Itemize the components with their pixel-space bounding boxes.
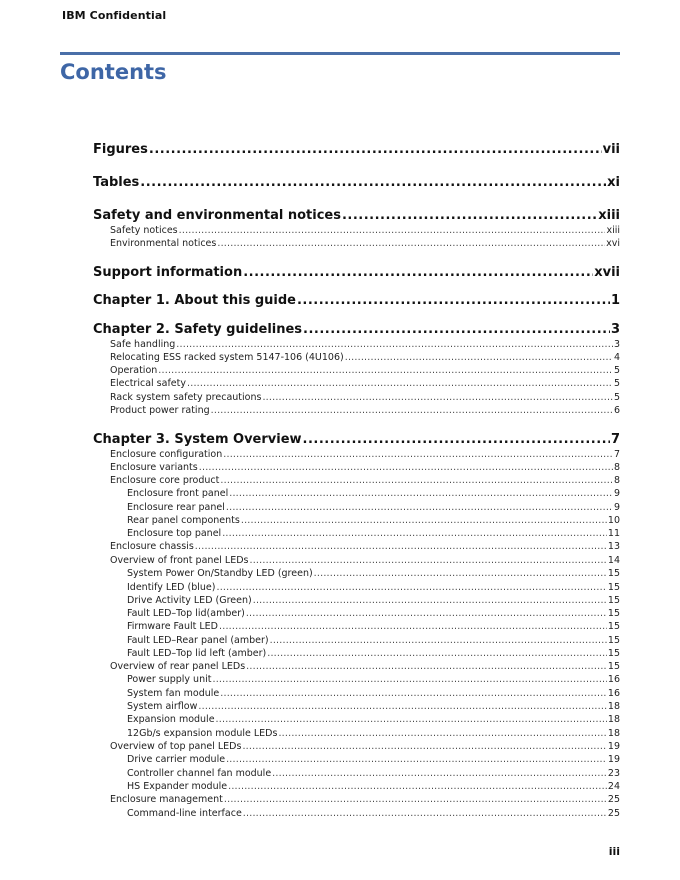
toc-leader-dots: [243, 264, 593, 281]
toc-entry-label: Overview of top panel LEDs: [110, 741, 242, 752]
toc-leader-dots: [158, 364, 613, 377]
toc-entry-page: xvii: [594, 265, 620, 280]
toc-leader-dots: [195, 540, 607, 553]
toc-entry-page: 15: [607, 635, 620, 646]
toc-leader-dots: [278, 727, 606, 740]
toc-entry-label: Chapter 1. About this guide: [93, 293, 296, 308]
toc-entry[interactable]: [93, 321, 620, 338]
toc-leader-dots: [297, 292, 610, 309]
toc-entry-page: 9: [613, 502, 620, 513]
toc-entry[interactable]: [110, 448, 620, 461]
toc-entry[interactable]: [127, 634, 620, 647]
toc-entry[interactable]: [110, 540, 620, 553]
toc-entry-label: Fault LED–Top lid(amber): [127, 608, 245, 619]
toc-leader-dots: [216, 581, 606, 594]
toc-entry[interactable]: [110, 461, 620, 474]
toc-entry[interactable]: [110, 391, 620, 404]
toc-entry-page: 7: [610, 432, 620, 447]
toc-entry[interactable]: [110, 237, 620, 250]
toc-entry-page: vii: [602, 142, 620, 157]
toc-entry-page: 15: [607, 568, 620, 579]
toc-entry-label: Enclosure core product: [110, 475, 220, 486]
toc-entry-page: 8: [613, 462, 620, 473]
toc-entry-label: Enclosure rear panel: [127, 502, 225, 513]
toc-entry-label: Enclosure configuration: [110, 449, 223, 460]
toc-entry[interactable]: [93, 141, 620, 158]
toc-entry-page: 18: [607, 714, 620, 725]
toc-entry-label: Enclosure top panel: [127, 528, 222, 539]
toc-entry[interactable]: [127, 807, 620, 820]
toc-entry-label: Environmental notices: [110, 238, 217, 249]
toc-entry-label: Operation: [110, 365, 158, 376]
toc-leader-dots: [267, 647, 607, 660]
toc-entry-label: Tables: [93, 175, 140, 190]
toc-entry[interactable]: [127, 727, 620, 740]
toc-entry[interactable]: [127, 647, 620, 660]
toc-entry[interactable]: [127, 514, 620, 527]
confidential-header: IBM Confidential: [62, 9, 167, 22]
toc-entry-page: 16: [607, 674, 620, 685]
toc-leader-dots: [253, 594, 607, 607]
toc-leader-dots: [262, 391, 613, 404]
toc-leader-dots: [246, 660, 607, 673]
toc-leader-dots: [303, 431, 610, 448]
toc-entry-page: 15: [607, 661, 620, 672]
toc-entry-label: Drive carrier module: [127, 754, 226, 765]
toc-entry-page: 5: [613, 392, 620, 403]
toc-entry[interactable]: [127, 753, 620, 766]
toc-entry-label: System fan module: [127, 688, 220, 699]
toc-entry-label: Chapter 3. System Overview: [93, 432, 302, 447]
page-title: Contents: [60, 60, 167, 84]
toc-leader-dots: [224, 793, 607, 806]
toc-leader-dots: [241, 514, 607, 527]
toc-entry-page: 15: [607, 582, 620, 593]
toc-entry[interactable]: [127, 780, 620, 793]
toc-leader-dots: [198, 700, 607, 713]
toc-entry-label: Chapter 2. Safety guidelines: [93, 322, 303, 337]
toc-leader-dots: [226, 501, 613, 514]
toc-entry-label: Controller channel fan module: [127, 768, 272, 779]
toc-entry-label: Product power rating: [110, 405, 210, 416]
toc-entry-page: 4: [613, 352, 620, 363]
toc-leader-dots: [270, 634, 607, 647]
toc-entry[interactable]: [127, 607, 620, 620]
toc-entry-page: 18: [607, 728, 620, 739]
toc-entry[interactable]: [93, 292, 620, 309]
toc-leader-dots: [187, 377, 613, 390]
toc-entry[interactable]: [93, 174, 620, 191]
toc-entry[interactable]: [110, 404, 620, 417]
toc-entry-page: 3: [610, 322, 620, 337]
toc-entry-label: Enclosure front panel: [127, 488, 229, 499]
toc-entry[interactable]: [127, 687, 620, 700]
toc-entry-page: 15: [607, 648, 620, 659]
toc-leader-dots: [242, 740, 606, 753]
toc-entry-label: System Power On/Standby LED (green): [127, 568, 313, 579]
toc-leader-dots: [179, 224, 606, 237]
toc-entry[interactable]: [127, 567, 620, 580]
toc-entry-page: 24: [607, 781, 620, 792]
toc-entry-page: 1: [610, 293, 620, 308]
toc-entry-label: System airflow: [127, 701, 198, 712]
toc-leader-dots: [212, 673, 606, 686]
toc-entry-label: Figures: [93, 142, 148, 157]
title-rule: [60, 52, 620, 55]
toc-leader-dots: [140, 174, 606, 191]
toc-entry-page: 15: [607, 608, 620, 619]
toc-entry-page: 16: [607, 688, 620, 699]
toc-entry-label: Safe handling: [110, 339, 176, 350]
toc-leader-dots: [211, 404, 613, 417]
toc-entry-page: 5: [613, 378, 620, 389]
toc-entry-page: 19: [607, 741, 620, 752]
toc-entry-label: Support information: [93, 265, 243, 280]
toc-entry-page: 5: [613, 365, 620, 376]
toc-leader-dots: [220, 687, 607, 700]
toc-entry[interactable]: [110, 554, 620, 567]
toc-entry[interactable]: [93, 264, 620, 281]
toc-entry-label: Rear panel components: [127, 515, 240, 526]
toc-entry-label: Drive Activity LED (Green): [127, 595, 252, 606]
toc-entry[interactable]: [93, 207, 620, 224]
toc-leader-dots: [219, 620, 607, 633]
toc-entry-label: Relocating ESS racked system 5147-106 (4U106): [110, 352, 344, 363]
toc-entry-page: xiii: [598, 208, 620, 223]
toc-entry-page: 14: [607, 555, 620, 566]
toc-entry-page: xvi: [606, 238, 620, 249]
toc-entry[interactable]: [127, 581, 620, 594]
page-number: iii: [608, 845, 620, 858]
toc-entry-label: Rack system safety precautions: [110, 392, 262, 403]
toc-leader-dots: [243, 807, 607, 820]
toc-entry-page: 8: [613, 475, 620, 486]
toc-leader-dots: [229, 487, 613, 500]
toc-leader-dots: [217, 237, 605, 250]
toc-entry[interactable]: [127, 767, 620, 780]
toc-leader-dots: [216, 713, 607, 726]
toc-entry[interactable]: [110, 740, 620, 753]
toc-leader-dots: [149, 141, 602, 158]
toc-entry-label: Enclosure management: [110, 794, 223, 805]
toc-leader-dots: [222, 527, 607, 540]
toc-entry-page: 6: [613, 405, 620, 416]
toc-leader-dots: [272, 767, 607, 780]
toc-entry[interactable]: [110, 338, 620, 351]
toc-entry-page: 18: [607, 701, 620, 712]
toc-leader-dots: [314, 567, 607, 580]
toc-leader-dots: [220, 474, 613, 487]
toc-entry-label: Overview of front panel LEDs: [110, 555, 249, 566]
toc-entry-label: Safety and environmental notices: [93, 208, 341, 223]
toc-leader-dots: [199, 461, 613, 474]
toc-entry-page: xiii: [606, 225, 620, 236]
toc-entry-label: Overview of rear panel LEDs: [110, 661, 246, 672]
toc-entry-page: 13: [607, 541, 620, 552]
toc-leader-dots: [249, 554, 606, 567]
toc-leader-dots: [226, 753, 607, 766]
toc-entry[interactable]: [110, 474, 620, 487]
toc-entry-page: 23: [607, 768, 620, 779]
toc-leader-dots: [246, 607, 607, 620]
toc-entry[interactable]: [110, 660, 620, 673]
toc-entry[interactable]: [127, 487, 620, 500]
toc-entry-page: 7: [613, 449, 620, 460]
toc-entry-label: Safety notices: [110, 225, 178, 236]
toc-entry-page: 10: [607, 515, 620, 526]
toc-leader-dots: [176, 338, 613, 351]
toc-entry-page: 15: [607, 621, 620, 632]
toc-entry-page: xi: [607, 175, 620, 190]
toc-entry[interactable]: [127, 700, 620, 713]
toc-leader-dots: [228, 780, 607, 793]
toc-entry-label: Electrical safety: [110, 378, 186, 389]
toc-entry[interactable]: [110, 351, 620, 364]
toc-entry[interactable]: [110, 364, 620, 377]
toc-entry-label: Fault LED–Rear panel (amber): [127, 635, 269, 646]
toc-entry-label: Identify LED (blue): [127, 582, 216, 593]
toc-entry[interactable]: [127, 673, 620, 686]
toc-entry[interactable]: [93, 431, 620, 448]
toc-entry-page: 25: [607, 808, 620, 819]
toc-entry[interactable]: [110, 224, 620, 237]
toc-leader-dots: [342, 207, 597, 224]
toc-entry-label: Power supply unit: [127, 674, 212, 685]
toc-entry-label: Command-line interface: [127, 808, 242, 819]
toc-entry[interactable]: [127, 620, 620, 633]
toc-entry-page: 19: [607, 754, 620, 765]
toc-entry-page: 9: [613, 488, 620, 499]
toc-entry[interactable]: [110, 377, 620, 390]
toc-entry[interactable]: [127, 594, 620, 607]
toc-entry[interactable]: [110, 793, 620, 806]
toc-entry-label: Enclosure variants: [110, 462, 198, 473]
toc-entry-label: Firmware Fault LED: [127, 621, 218, 632]
toc-entry[interactable]: [127, 713, 620, 726]
toc-entry[interactable]: [127, 501, 620, 514]
toc-entry-page: 11: [607, 528, 620, 539]
toc-entry-page: 15: [607, 595, 620, 606]
toc-entry-page: 25: [607, 794, 620, 805]
toc-entry-label: 12Gb/s expansion module LEDs: [127, 728, 278, 739]
toc-entry-label: HS Expander module: [127, 781, 228, 792]
toc-entry[interactable]: [127, 527, 620, 540]
toc-entry-label: Expansion module: [127, 714, 215, 725]
toc-entry-label: Enclosure chassis: [110, 541, 194, 552]
toc-leader-dots: [345, 351, 613, 364]
toc-entry-page: 3: [613, 339, 620, 350]
toc-entry-label: Fault LED–Top lid left (amber): [127, 648, 267, 659]
toc-leader-dots: [223, 448, 613, 461]
toc-leader-dots: [303, 321, 610, 338]
